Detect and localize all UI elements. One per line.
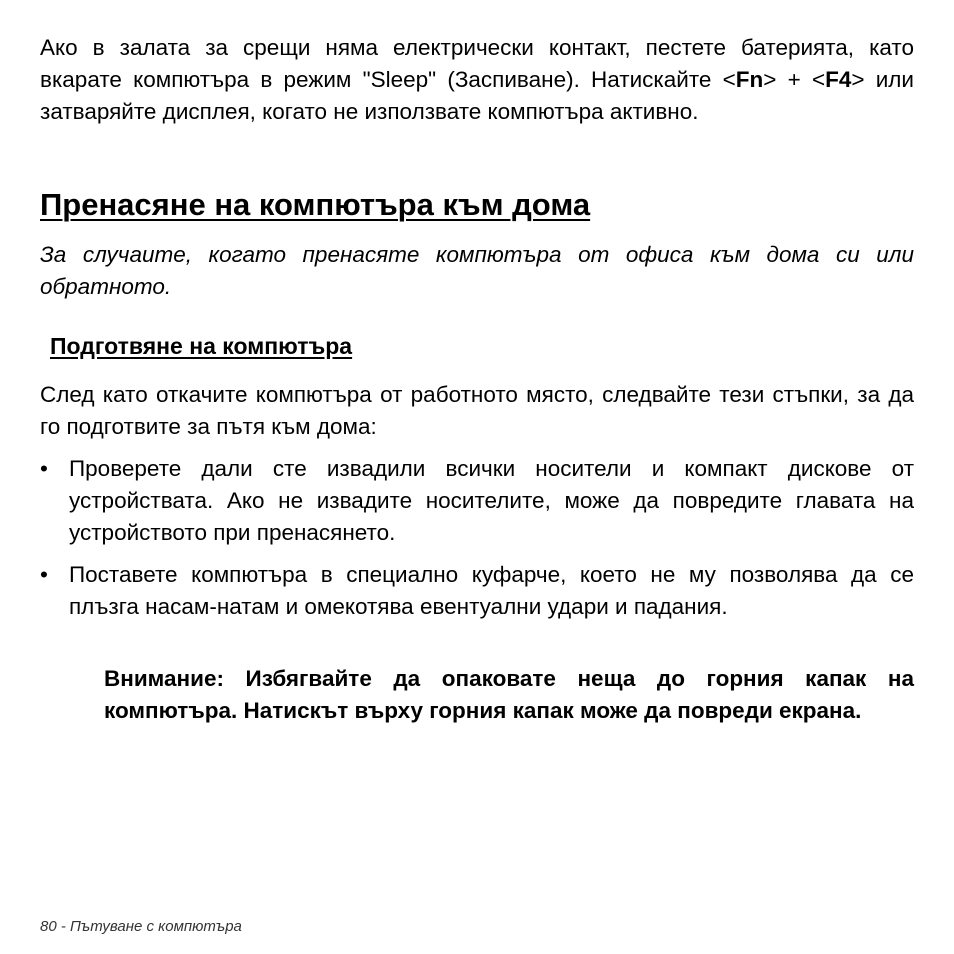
intro-text-part2: > + < — [763, 67, 826, 92]
steps-intro-paragraph: След като откачите компютъра от работното място, следвайте тези стъпки, за да го подготвите за пътя към дома: — [40, 382, 914, 439]
caution-note: Внимание: Избягвайте да опаковате неща до горния капак на компютъра. Натискът върху горния капак може да повреди екрана. — [104, 666, 914, 723]
list-item-text: Поставете компютъра в специално куфарче, което не му позволява да се плъзга насам-натам и омекотява евентуални удари и падания. — [69, 562, 914, 619]
list-item — [40, 559, 914, 623]
subsection-heading: Подготвяне на компютъра — [50, 333, 353, 359]
intro-text-part3: > или затваряйте дисплея, когато не използвате компютъра активно. — [40, 67, 914, 124]
list-item-text: Проверете дали сте извадили всички носители и компакт дискове от устройствата. Ако не извадите носителите, може да повредите главата на устройството при пренасянето. — [69, 456, 914, 545]
intro-text-part1: Ако в залата за срещи няма електрически контакт, пестете батерията, като вкарате компютъра в режим "Sleep" (Заспиване). Натискайте < — [40, 35, 914, 92]
section-subtitle: За случаите, когато пренасяте компютъра от офиса към дома си или обратното. — [40, 242, 914, 299]
list-item — [40, 453, 914, 549]
steps-list — [40, 453, 914, 633]
intro-paragraph — [40, 32, 914, 128]
f4-key: F4 — [825, 67, 852, 92]
page-footer: 80 - Пътуване с компютъра — [40, 918, 242, 935]
bullet-icon: • — [40, 456, 48, 481]
section-heading: Пренасяне на компютъра към дома — [40, 187, 591, 222]
bullet-icon: • — [40, 562, 48, 587]
fn-key: Fn — [735, 67, 764, 92]
